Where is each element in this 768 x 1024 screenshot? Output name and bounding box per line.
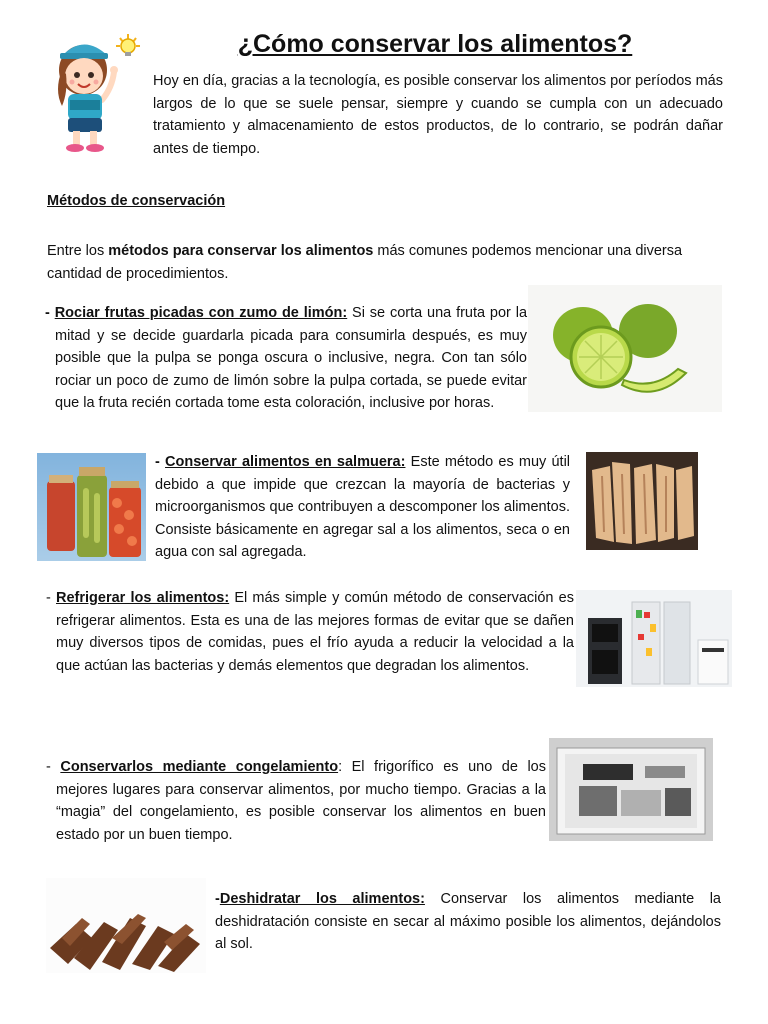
kitchen-fridge-photo: [576, 590, 732, 687]
method-heading: Conservar alimentos en salmuera:: [165, 454, 406, 470]
lead-paragraph: [47, 240, 727, 285]
method-dash: -: [46, 759, 61, 775]
method-text: Si se corta una fruta por la mitad y se decide guardarla picada para consumirla después, es muy posible que la pulpa se ponga oscura o inclusive, negra. Con tan sólo rociar un poco de zumo de limón sobre la pulpa cortada, se puede evitar que la fruta recién cortada tome esta coloración, inclusive por horas.: [55, 305, 528, 411]
method-dash: -: [215, 891, 220, 907]
lead-post: más comunes podemos mencionar una diversa cantidad de procedimientos.: [47, 243, 683, 282]
freezer-photo: [549, 738, 713, 841]
method-text: Conservar los alimentos mediante la deshidratación consiste en secar al máximo posible los alimentos, dejándolos al sol.: [215, 891, 721, 952]
lightbulb-icon: [116, 34, 140, 56]
dried-food-photo: [46, 878, 206, 973]
method-heading: Refrigerar los alimentos:: [56, 590, 230, 606]
pickle-jars-photo: [37, 453, 146, 561]
method-heading: Deshidratar los alimentos:: [219, 891, 425, 907]
lead-pre: Entre los: [47, 243, 109, 259]
method-refrigerate: [46, 587, 574, 677]
method-dehydrate: [215, 888, 721, 956]
method-dash: -: [155, 454, 166, 470]
section-title: Métodos de conservación: [47, 193, 226, 209]
method-heading: Rociar frutas picadas con zumo de limón:: [54, 305, 348, 321]
method-dash: -: [45, 305, 55, 321]
lead-bold: métodos para conservar los alimentos: [108, 243, 374, 259]
method-brine: [155, 451, 570, 564]
method-text: : El frigorífico es uno de los mejores lugares para conservar alimentos, por mucho tiempo. Gracias a la “magia” del congelamiento, es posible conservar los alimentos en buen estado por un buen tiempo.: [56, 759, 546, 843]
limes-photo: [528, 285, 722, 412]
method-dash: -: [46, 590, 57, 606]
method-lemon: [45, 302, 527, 415]
intro-paragraph: Hoy en día, gracias a la tecnología, es posible conservar los alimentos por períodos más largos de lo que se suele pensar, siempre y cuando se cumpla con un adecuado tratamiento y almacenamiento de estos productos, de lo contrario, se podrán dañar antes de tiempo.: [153, 73, 723, 157]
method-text: El más simple y común método de conservación es refrigerar alimentos. Esta es una de las mejores formas de evitar que se dañen muy diversos tipos de comidas, pues el frío ayuda a reducir la velocidad a la que actúan las bacterias y demás elementos que degradan los alimentos.: [56, 590, 574, 674]
page-title: ¿Cómo conservar los alimentos?: [237, 30, 633, 58]
method-freeze: [46, 756, 546, 846]
salted-fish-photo: [586, 452, 698, 550]
girl-illustration: [48, 30, 146, 155]
method-heading: Conservarlos mediante congelamiento: [60, 759, 339, 775]
method-text: Este método es muy útil debido a que impide que crezcan la mayoría de bacterias y microorganismos que contribuyen a descomponer los alimentos. Consiste básicamente en agregar sal a los alimentos, seca o en agua con sal agregada.: [155, 454, 571, 560]
